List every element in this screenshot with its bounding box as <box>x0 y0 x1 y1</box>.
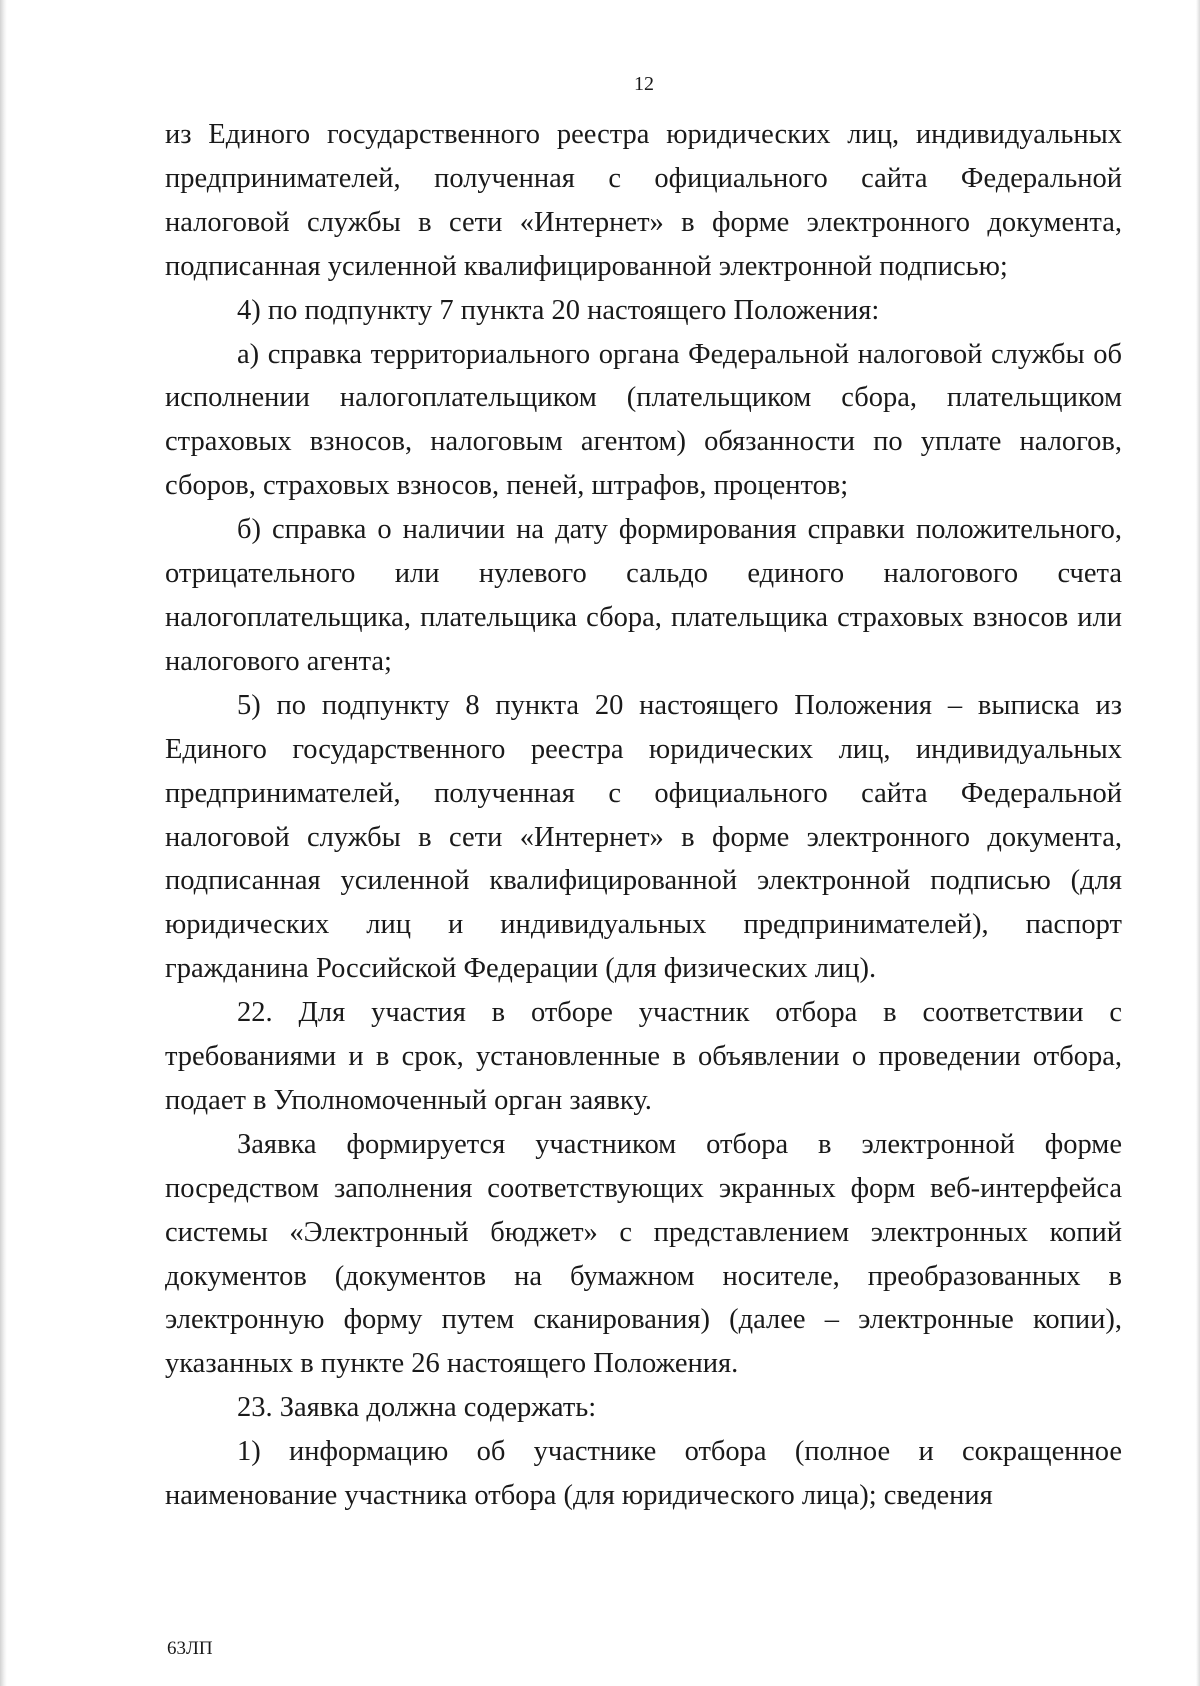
paragraph-item-5: 5) по подпункту 8 пункта 20 настоящего Положения – выписка из Единого государственного реестра юридических лиц, индивидуальных предпринимателей, полученная с официального сайта Федеральной налоговой службы в сети «Интернет» в форме электронного документа, подписанная усиленной квалифицированной электронной подписью (для юридических лиц и индивидуальных предпринимателей), паспорт гражданина Российской Федерации (для физических лиц). <box>165 689 1122 985</box>
footer-document-code: 63ЛП <box>167 1638 213 1659</box>
paragraph-application-form: Заявка формируется участником отбора в электронной форме посредством заполнения соответствующих экранных форм веб-интерфейса системы «Электронный бюджет» с представлением электронных копий документов (документов на бумажном носителе, преобразованных в электронную форму путем сканирования) (далее – электронные копии), указанных в пункте 26 настоящего Положения. <box>165 1128 1122 1380</box>
paragraph-item-4a: а) справка территориального органа Федеральной налоговой службы об исполнении налогоплательщиком (плательщиком сбора, плательщиком страховых взносов, налоговым агентом) обязанности по уплате налогов, сборов, страховых взносов, пеней, штрафов, процентов; <box>165 338 1122 502</box>
paragraph-section-23-item-1: 1) информацию об участнике отбора (полное и сокращенное наименование участника отбора (для юридического лица); сведения <box>165 1436 1122 1512</box>
paragraph-section-22: 22. Для участия в отборе участник отбора в соответствии с требованиями и в срок, установленные в объявлении о проведении отбора, подает в Уполномоченный орган заявку. <box>165 997 1122 1116</box>
scan-edge-left <box>0 0 7 1686</box>
paragraph-item-4: 4) по подпункту 7 пункта 20 настоящего Положения: <box>237 294 880 326</box>
paragraph-item-4b: б) справка о наличии на дату формирования справки положительного, отрицательного или нулевого сальдо единого налогового счета налогоплательщика, плательщика сбора, плательщика страховых взносов или налогового агента; <box>165 514 1122 677</box>
scan-edge-right <box>1196 0 1200 1686</box>
page-number: 12 <box>634 73 654 95</box>
paragraph-section-23: 23. Заявка должна содержать: <box>237 1392 597 1424</box>
paragraph-extract-continuation: из Единого государственного реестра юридических лиц, индивидуальных предпринимателей, полученная с официального сайта Федеральной налоговой службы в сети «Интернет» в форме электронного документа, подписанная усиленной квалифицированной электронной подписью; <box>165 119 1122 282</box>
document-body <box>165 113 1122 1518</box>
